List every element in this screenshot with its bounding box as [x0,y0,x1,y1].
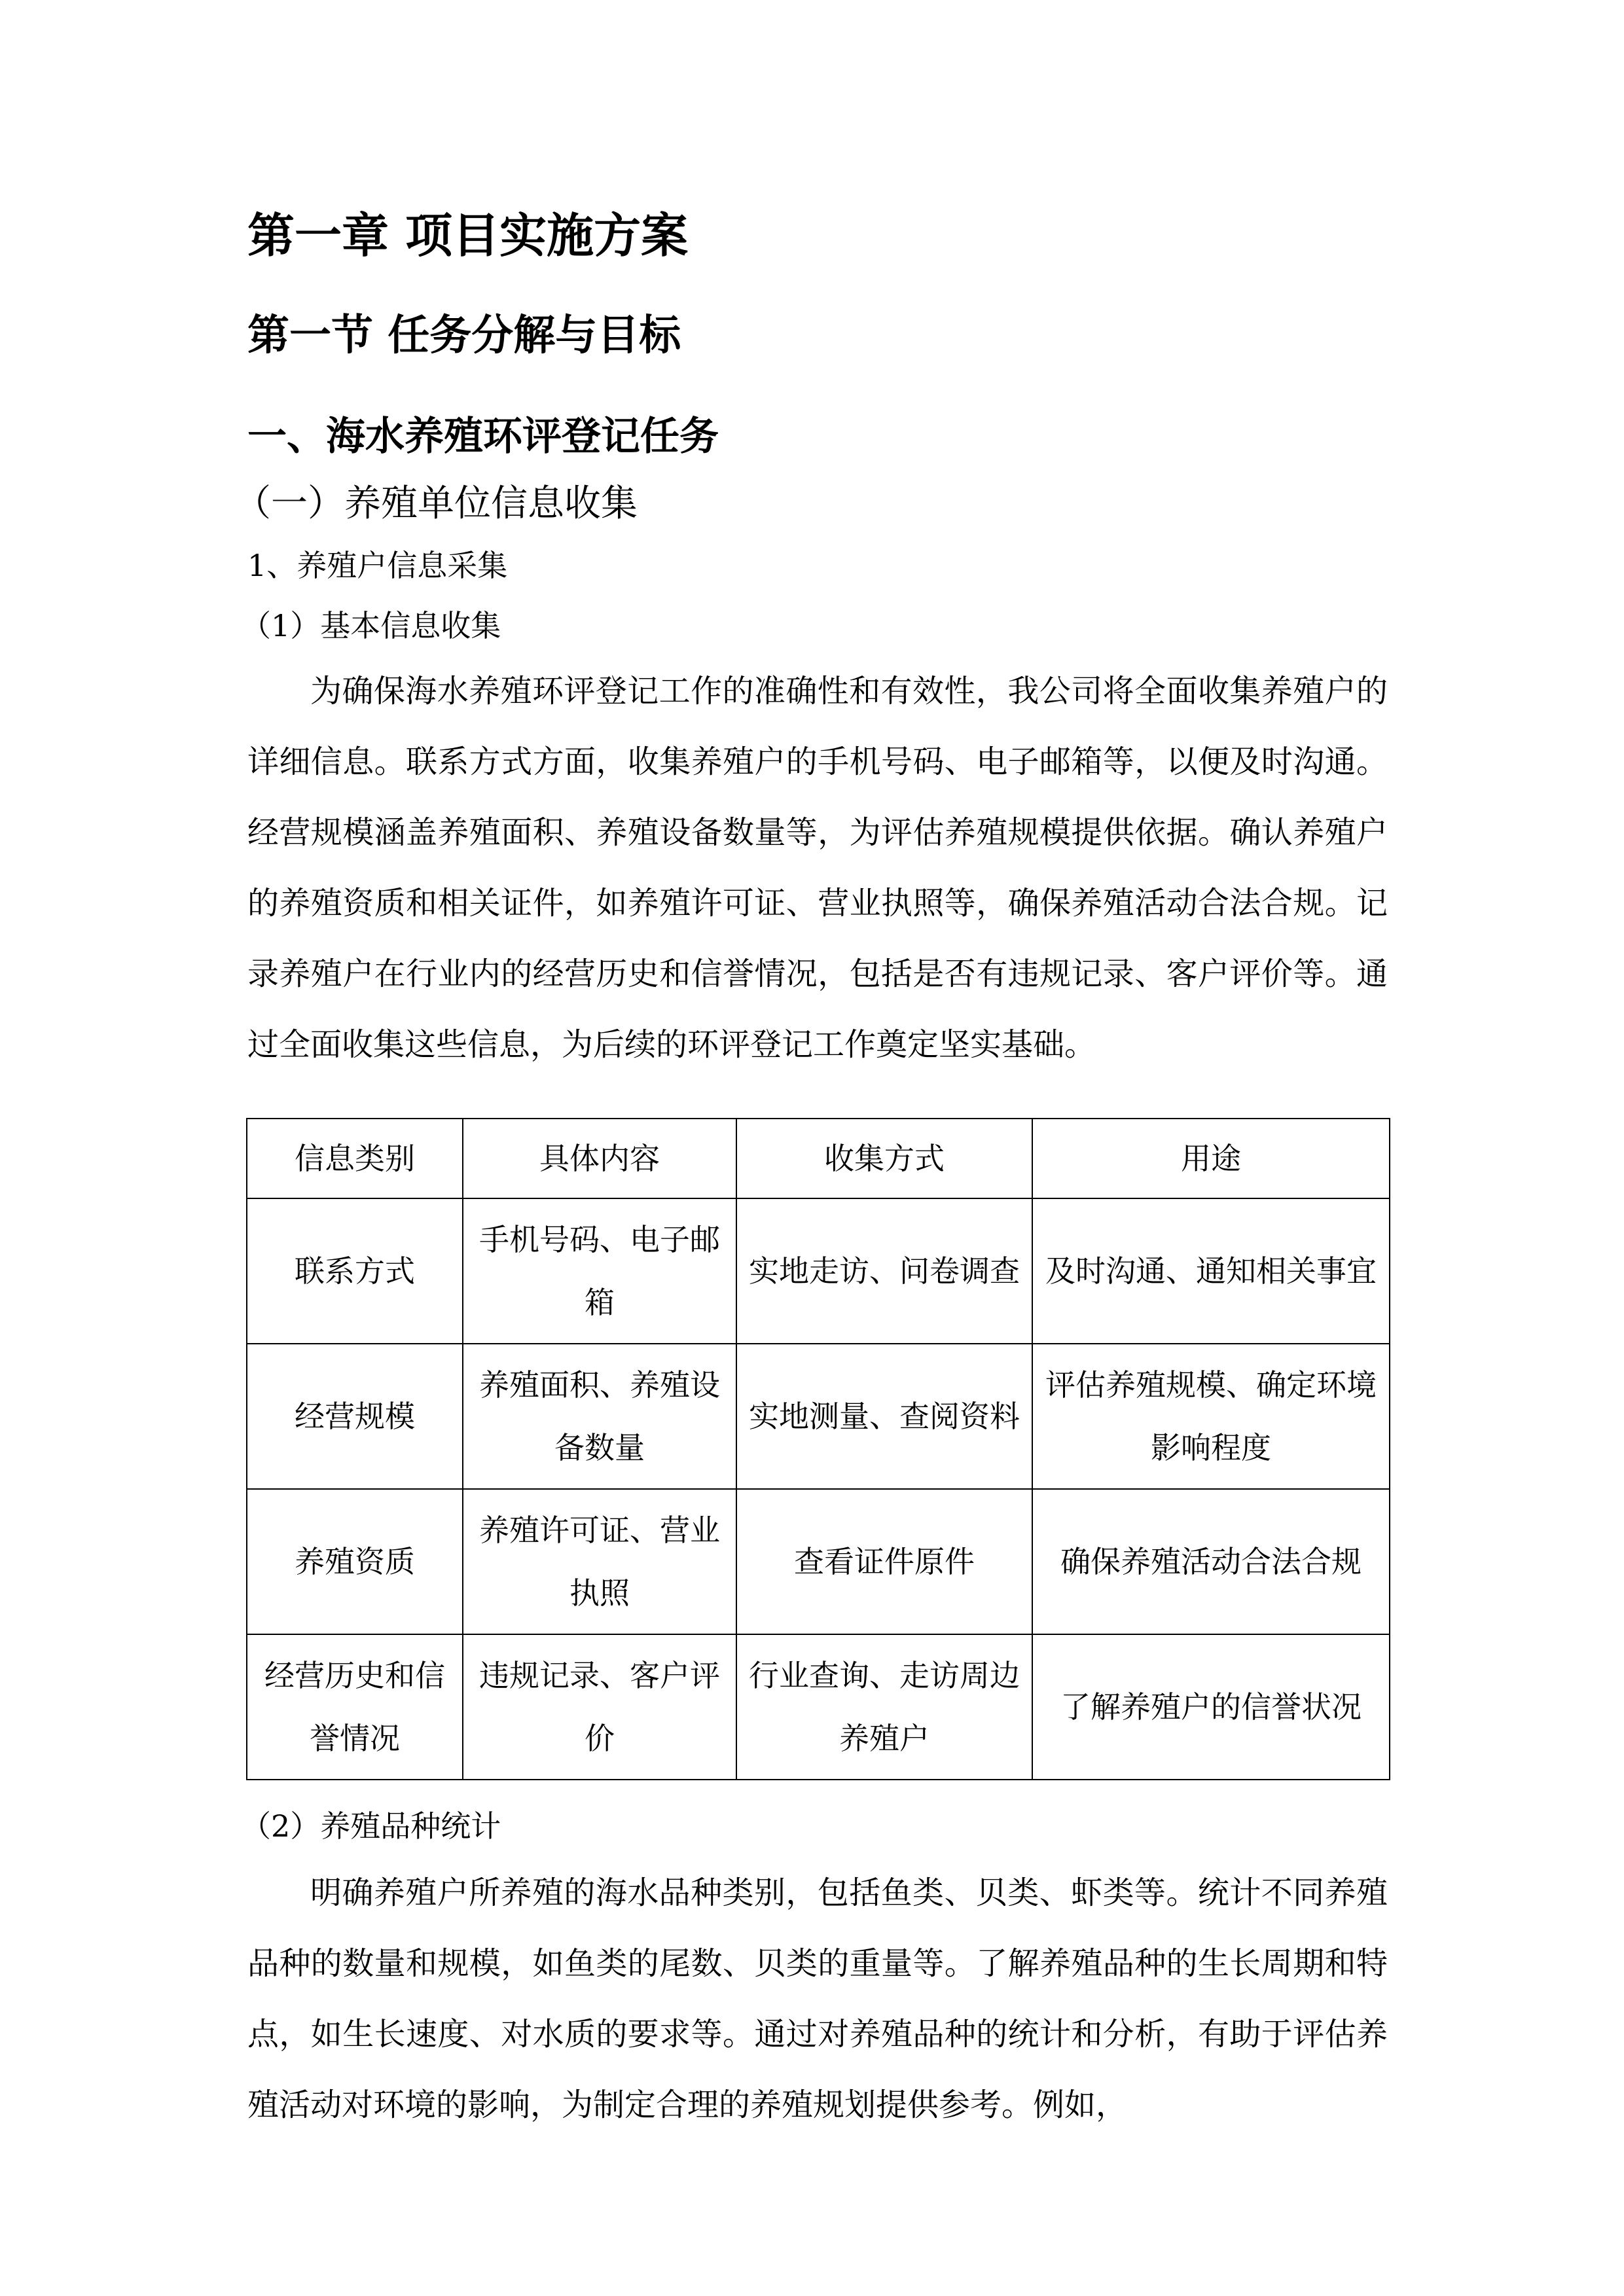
table-row [247,1198,1390,1344]
subitem-heading-species: （2）养殖品种统计 [241,1808,501,1844]
table-cell: 经营规模 [247,1344,463,1489]
paragraph-basic-info: 为确保海水养殖环评登记工作的准确性和有效性，我公司将全面收集养殖户的详细信息。联系方式方面，收集养殖户的手机号码、电子邮箱等，以便及时沟通。经营规模涵盖养殖面积、养殖设备数量等，为评估养殖规模提供依据。确认养殖户的养殖资质和相关证件，如养殖许可证、营业执照等，确保养殖活动合法合规。记录养殖户在行业内的经营历史和信誉情况，包括是否有违规记录、客户评价等。通过全面收集这些信息，为后续的环评登记工作奠定坚实基础。 [247,673,1388,1063]
table-row [247,1634,1390,1780]
subsection-heading: 一、海水养殖环评登记任务 [247,414,719,459]
table-cell: 实地走访、问卷调查 [736,1198,1032,1344]
table-cell: 违规记录、客户评价 [463,1634,736,1780]
table-header-cell: 具体内容 [463,1119,736,1198]
table-cell: 确保养殖活动合法合规 [1032,1489,1390,1634]
table-cell: 了解养殖户的信誉状况 [1032,1634,1390,1780]
table-cell: 联系方式 [247,1198,463,1344]
chapter-heading: 第一章 项目实施方案 [247,207,689,263]
table-row [247,1489,1390,1634]
table-header-row [247,1119,1390,1198]
table-row [247,1344,1390,1489]
info-table [246,1118,1390,1780]
table-cell: 经营历史和信誉情况 [247,1634,463,1780]
table-cell: 手机号码、电子邮箱 [463,1198,736,1344]
table-cell: 行业查询、走访周边养殖户 [736,1634,1032,1780]
table-cell: 养殖面积、养殖设备数量 [463,1344,736,1489]
subitem-heading-basic-info: （1）基本信息收集 [241,608,501,643]
item-heading: 1、养殖户信息采集 [247,548,508,583]
table-header-cell: 信息类别 [247,1119,463,1198]
table-cell: 实地测量、查阅资料 [736,1344,1032,1489]
table-header-cell: 收集方式 [736,1119,1032,1198]
table-cell: 及时沟通、通知相关事宜 [1032,1198,1390,1344]
paragraph-species: 明确养殖户所养殖的海水品种类别，包括鱼类、贝类、虾类等。统计不同养殖品种的数量和规模，如鱼类的尾数、贝类的重量等。了解养殖品种的生长周期和特点，如生长速度、对水质的要求等。通过对养殖品种的统计和分析，有助于评估养殖活动对环境的影响，为制定合理的养殖规划提供参考。例如， [247,1874,1388,2123]
table-cell: 评估养殖规模、确定环境影响程度 [1032,1344,1390,1489]
table-cell: 养殖资质 [247,1489,463,1634]
table-header-cell: 用途 [1032,1119,1390,1198]
table-cell: 养殖许可证、营业执照 [463,1489,736,1634]
table-cell: 查看证件原件 [736,1489,1032,1634]
section-heading: 第一节 任务分解与目标 [247,311,681,360]
part-heading: （一）养殖单位信息收集 [234,482,638,525]
